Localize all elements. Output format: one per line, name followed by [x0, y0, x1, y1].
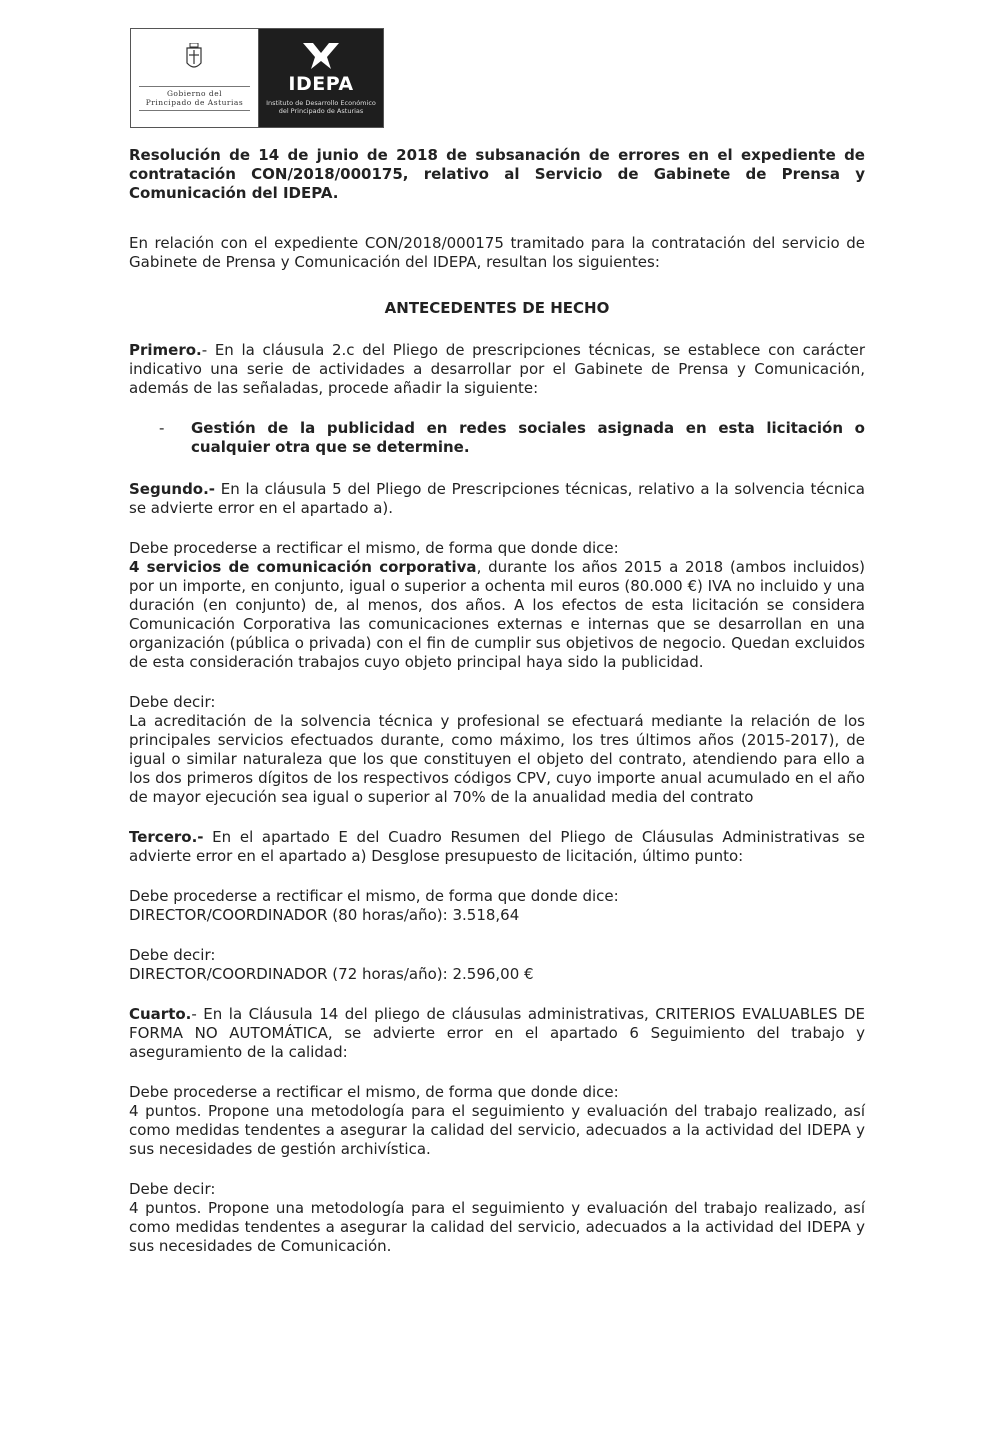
cuarto-dice-text: 4 puntos. Propone una metodología para el seguimiento y evaluación del trabajo realizado, así como medidas tendentes a asegurar la calidad del servicio, adecuados a la actividad del IDEPA y sus necesidades de gestión archivística. — [129, 1102, 865, 1158]
divider — [139, 86, 250, 87]
segundo-paragraph — [129, 480, 865, 518]
tercero-paragraph — [129, 828, 865, 866]
cuarto-donde-dice: Debe procederse a rectificar el mismo, de forma que donde dice: — [129, 1083, 619, 1101]
tercero-donde-dice: Debe procederse a rectificar el mismo, de forma que donde dice: — [129, 887, 619, 905]
segundo-dice-bold: 4 servicios de comunicación corporativa — [129, 558, 477, 576]
segundo-text: En la cláusula 5 del Pliego de Prescripciones técnicas, relativo a la solvencia técnica se advierte error en el apartado a). — [129, 480, 865, 517]
tercero-text: En el apartado E del Cuadro Resumen del Pliego de Cláusulas Administrativas se advierte error en el apartado a) Desglose presupuesto de licitación, último punto: — [129, 828, 865, 865]
divider — [139, 110, 250, 111]
bullet-dash: - — [159, 419, 165, 437]
document-body — [129, 146, 865, 1256]
tercero-decir-text: DIRECTOR/COORDINADOR (72 horas/año): 2.596,00 € — [129, 965, 534, 983]
idepa-sub-line1: Instituto de Desarrollo Económico — [266, 99, 376, 107]
list-item — [159, 419, 865, 457]
primero-paragraph — [129, 341, 865, 398]
cuarto-paragraph — [129, 1005, 865, 1062]
cuarto-debe-decir: Debe decir: — [129, 1180, 216, 1198]
idepa-subtitle — [263, 99, 379, 115]
document-title: Resolución de 14 de junio de 2018 de subsanación de errores en el expediente de contratación CON/2018/000175, relativo al Servicio de Gabinete de Prensa y Comunicación del IDEPA. — [129, 146, 865, 202]
primero-label: Primero. — [129, 341, 202, 359]
segundo-decir-text: La acreditación de la solvencia técnica y profesional se efectuará mediante la relación de los principales servicios efectuados durante, como máximo, los tres últimos años (2015-2017), de igual o similar naturaleza que los que constituyen el objeto del contrato, atendiendo para ello a los dos primeros dígitos de los respectivos códigos CPV, cuyo importe anual acumulado en el año de mayor ejecución sea igual o superior al 70% de la anualidad media del contrato — [129, 712, 865, 806]
gov-line2: Principado de Asturias — [145, 98, 244, 107]
idepa-mark-icon — [301, 39, 341, 71]
tercero-debe-decir: Debe decir: — [129, 946, 216, 964]
asturias-government-logo — [131, 29, 259, 127]
idepa-sub-line2: del Principado de Asturias — [278, 107, 364, 115]
segundo-donde-dice: Debe procederse a rectificar el mismo, de forma que donde dice: — [129, 539, 619, 557]
segundo-label: Segundo.- — [129, 480, 216, 498]
gov-line1: Gobierno del — [166, 89, 223, 98]
asturias-crest-icon — [184, 43, 204, 73]
bullet-text: Gestión de la publicidad en redes sociales asignada en esta licitación o cualquier otra que se determine. — [191, 419, 865, 456]
section-heading: ANTECEDENTES DE HECHO — [384, 299, 610, 317]
segundo-debe-decir: Debe decir: — [129, 693, 216, 711]
header-logo — [130, 28, 384, 128]
idepa-name: IDEPA — [288, 73, 354, 95]
tercero-dice-text: DIRECTOR/COORDINADOR (80 horas/año): 3.518,64 — [129, 906, 520, 924]
idepa-logo — [259, 29, 383, 127]
primero-text: - En la cláusula 2.c del Pliego de prescripciones técnicas, se establece con carácter indicativo una serie de actividades a desarrollar por el Gabinete de Prensa y Comunicación, además de las señaladas, procede añadir la siguiente: — [129, 341, 865, 397]
cuarto-label: Cuarto. — [129, 1005, 192, 1023]
tercero-label: Tercero.- — [129, 828, 204, 846]
segundo-dice-paragraph — [129, 558, 865, 672]
cuarto-text: - En la Cláusula 14 del pliego de cláusulas administrativas, CRITERIOS EVALUABLES DE FORMA NO AUTOMÁTICA, se advierte error en el apartado 6 Seguimiento del trabajo y aseguramiento de la calidad: — [129, 1005, 865, 1061]
cuarto-decir-text: 4 puntos. Propone una metodología para el seguimiento y evaluación del trabajo realizado, así como medidas tendentes a asegurar la calidad del servicio, adecuados a la actividad del IDEPA y sus necesidades de Comunicación. — [129, 1199, 865, 1255]
intro-paragraph: En relación con el expediente CON/2018/000175 tramitado para la contratación del servicio de Gabinete de Prensa y Comunicación del IDEPA, resultan los siguientes: — [129, 234, 865, 271]
segundo-dice-text: , durante los años 2015 a 2018 (ambos incluidos) por un importe, en conjunto, igual o superior a ochenta mil euros (80.000 €) IVA no incluido y una duración (en conjunto) de, al menos, dos años. A los efectos de esta licitación se considera Comunicación Corporativa las comunicaciones externas e internas que se desarrollan en una organización (pública o privada) con el fin de cumplir sus objetivos de negocio. Quedan excluidos de esta consideración trabajos cuyo objeto principal haya sido la publicidad. — [129, 558, 865, 671]
